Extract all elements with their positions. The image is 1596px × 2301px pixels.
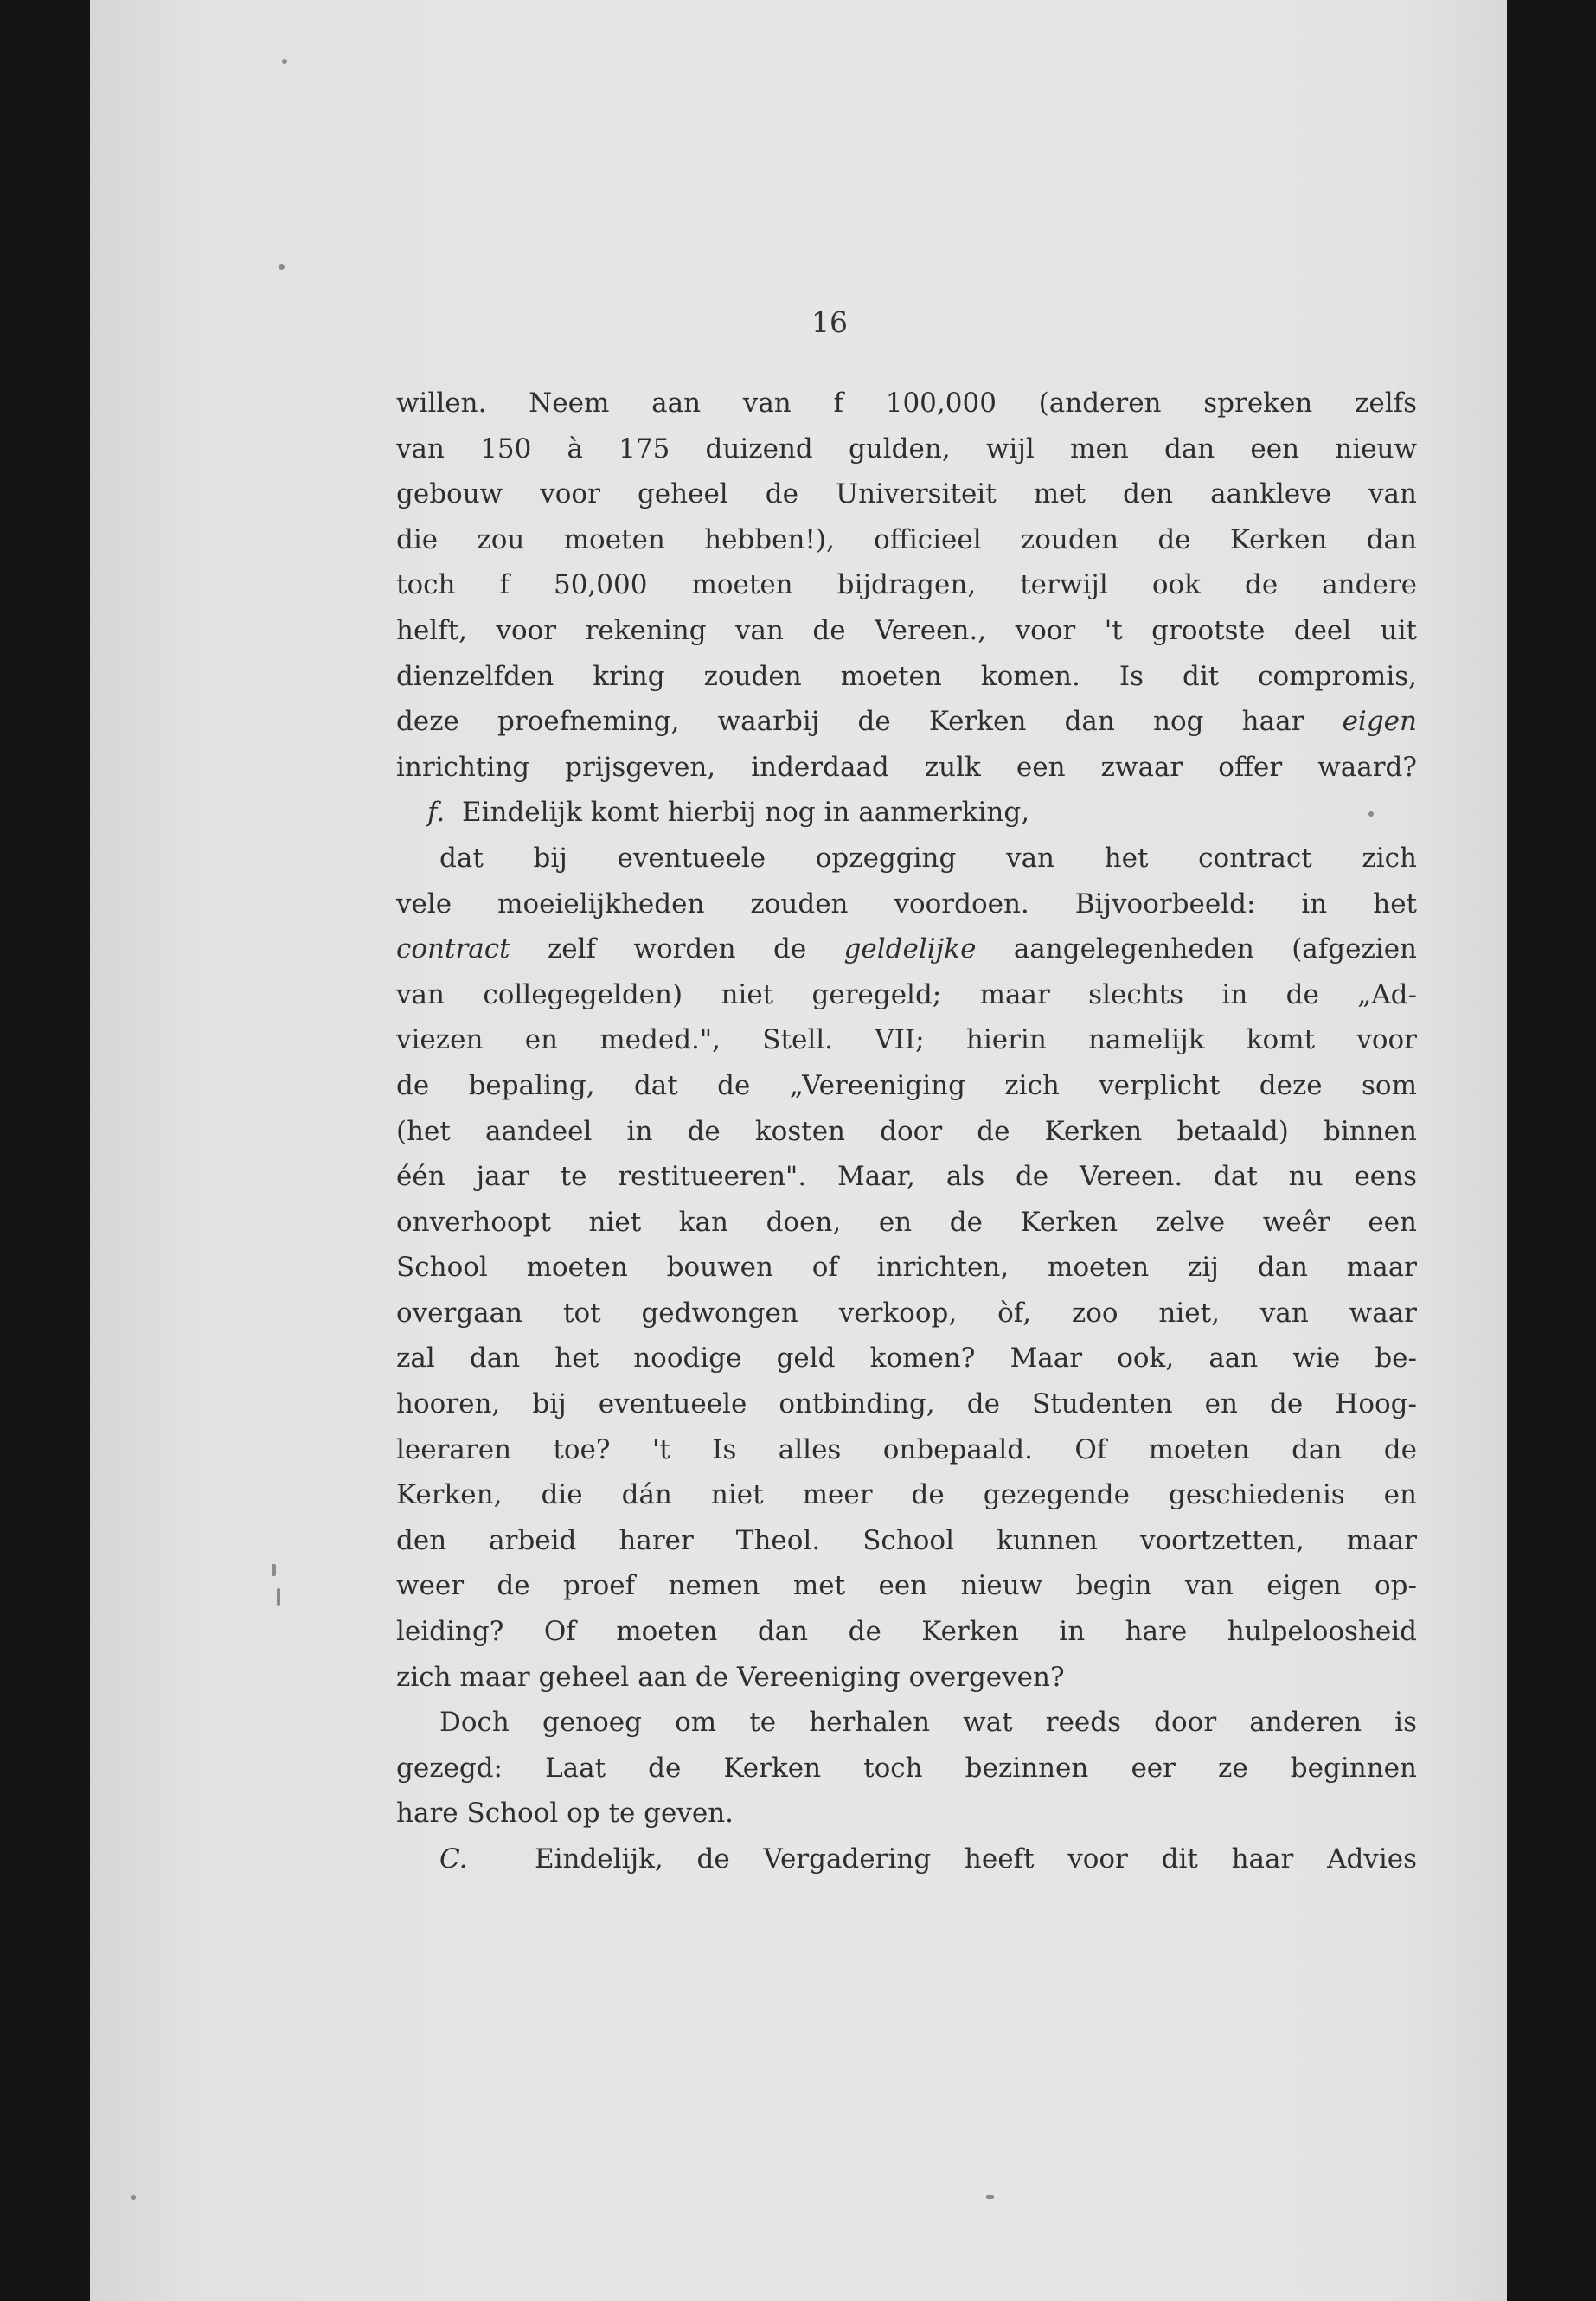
text-line: dienzelfden kring zouden moeten komen. Is dit compromis, xyxy=(396,660,1417,692)
italic-word: eigen xyxy=(1342,706,1417,738)
page-sheet xyxy=(90,0,1507,2301)
text-line: hooren, bij eventueele ontbinding, de Studenten en de Hoog- xyxy=(396,1388,1417,1420)
text-line: Kerken, die dán niet meer de gezegende geschiedenis en xyxy=(396,1479,1417,1511)
text-line xyxy=(396,1836,1417,1882)
text-line: Doch genoeg om te herhalen wat reeds door anderen is xyxy=(439,1707,1417,1739)
text-line: toch f 50,000 moeten bijdragen, terwijl ook de andere xyxy=(396,569,1417,601)
paper-speck xyxy=(279,264,285,270)
text-line: leeraren toe? 't Is alles onbepaald. Of moeten dan de xyxy=(396,1433,1417,1465)
paper-speck xyxy=(1368,811,1374,817)
text-line: de bepaling, dat de „Vereeniging zich verplicht deze som xyxy=(396,1069,1417,1101)
text-line: leiding? Of moeten dan de Kerken in hare hulpeloosheid xyxy=(396,1616,1417,1648)
paper-speck xyxy=(282,59,287,64)
text-segment: aangelegenheden (afgezien xyxy=(1013,933,1418,965)
text-segment: Eindelijk, de Vergadering heeft voor dit haar Advies xyxy=(534,1843,1417,1875)
text-segment: deze proefneming, waarbij de Kerken dan nog haar xyxy=(396,706,1304,738)
text-line: weer de proef nemen met een nieuw begin van eigen op- xyxy=(396,1570,1417,1602)
text-segment: Eindelijk komt hierbij nog in aanmerking, xyxy=(461,797,1030,829)
paper-speck xyxy=(131,2195,136,2200)
text-line: willen. Neem aan van f 100,000 (anderen spreken zelfs xyxy=(396,388,1417,419)
text-line xyxy=(396,790,1417,836)
page-number: 16 xyxy=(811,305,848,339)
section-marker: f. xyxy=(427,797,445,829)
text-line: gebouw voor geheel de Universiteit met den aankleve van xyxy=(396,478,1417,510)
text-line: vele moeielijkheden zouden voordoen. Bijvoorbeeld: in het xyxy=(396,888,1417,920)
section-marker: C. xyxy=(439,1843,468,1875)
italic-word: geldelijke xyxy=(843,933,977,965)
text-line: (het aandeel in de kosten door de Kerken betaald) binnen xyxy=(396,1115,1417,1147)
text-line: van 150 à 175 duizend gulden, wijl men dan een nieuw xyxy=(396,433,1417,465)
text-line: viezen en meded.", Stell. VII; hierin namelijk komt voor xyxy=(396,1024,1417,1056)
text-line: School moeten bouwen of inrichten, moeten zij dan maar xyxy=(396,1252,1417,1284)
text-line: hare School op te geven. xyxy=(396,1798,734,1830)
text-line: helft, voor rekening van de Vereen., voor 't grootste deel uit xyxy=(396,614,1417,646)
italic-word: contract xyxy=(396,933,510,965)
text-line: inrichting prijsgeven, inderdaad zulk een zwaar offer waard? xyxy=(396,751,1417,783)
paper-speck xyxy=(277,1588,280,1606)
text-line: dat bij eventueele opzegging van het contract zich xyxy=(439,842,1417,874)
body-text xyxy=(396,381,1417,1882)
paper-speck xyxy=(272,1564,276,1576)
text-line: die zou moeten hebben!), officieel zouden de Kerken dan xyxy=(396,523,1417,555)
text-line: den arbeid harer Theol. School kunnen voortzetten, maar xyxy=(396,1524,1417,1556)
text-line: zich maar geheel aan de Vereeniging overgeven? xyxy=(396,1661,1065,1693)
text-segment: zelf worden de xyxy=(547,933,807,965)
text-line: zal dan het noodige geld komen? Maar ook, aan wie be- xyxy=(396,1343,1417,1375)
text-line: één jaar te restitueeren". Maar, als de Vereen. dat nu eens xyxy=(396,1161,1417,1193)
text-line: overgaan tot gedwongen verkoop, òf, zoo niet, van waar xyxy=(396,1297,1417,1329)
paper-speck xyxy=(986,2195,994,2199)
text-line: gezegd: Laat de Kerken toch bezinnen eer ze beginnen xyxy=(396,1752,1417,1784)
text-line xyxy=(396,926,1417,972)
text-line: van collegegelden) niet geregeld; maar slechts in de „Ad- xyxy=(396,978,1417,1010)
text-line xyxy=(396,699,1417,745)
text-line: onverhoopt niet kan doen, en de Kerken zelve weêr een xyxy=(396,1206,1417,1238)
